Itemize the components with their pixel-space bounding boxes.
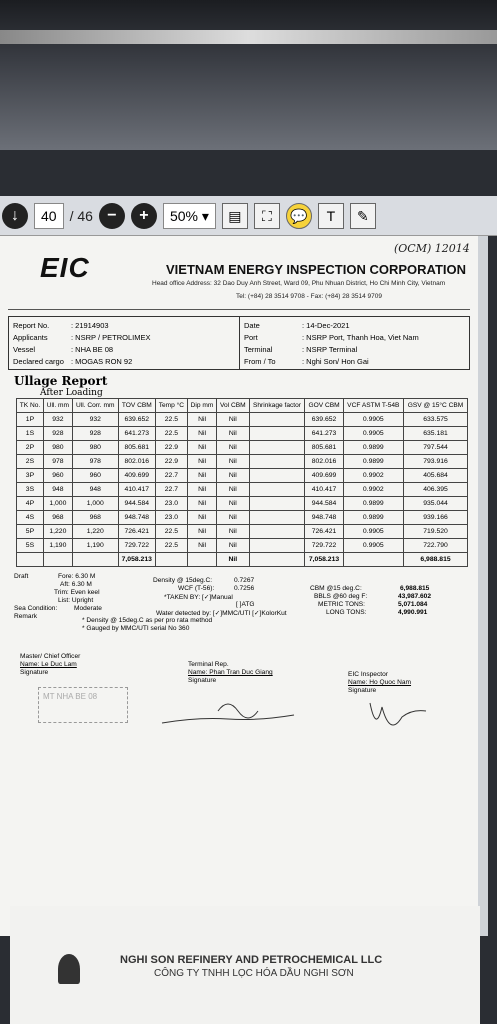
- fit-width-icon[interactable]: ⛶: [254, 203, 280, 229]
- table-cell: 410.417: [118, 483, 155, 497]
- table-cell: 5P: [17, 525, 44, 539]
- totals-cell: 7,058.213: [305, 553, 343, 567]
- table-cell: Nil: [217, 497, 249, 511]
- info-value: : MOGAS RON 92: [71, 356, 133, 366]
- table-cell: 1,000: [72, 497, 118, 511]
- table-cell: Nil: [187, 413, 216, 427]
- draft-aft: Aft: 6.30 M: [60, 581, 92, 588]
- totals-cell: [343, 553, 403, 567]
- info-value: : 14-Dec-2021: [302, 320, 350, 330]
- column-header: Dip mm: [187, 399, 216, 413]
- table-cell: Nil: [187, 455, 216, 469]
- table-cell: 22.7: [155, 469, 187, 483]
- table-cell: Nil: [187, 427, 216, 441]
- report-footer: [8, 567, 470, 797]
- fit-page-icon[interactable]: ▤: [222, 203, 248, 229]
- table-cell: 719.520: [404, 525, 468, 539]
- info-row: [13, 343, 235, 355]
- table-cell: 22.5: [155, 427, 187, 441]
- zoom-out-icon[interactable]: −: [99, 203, 125, 229]
- totals-cell: Nil: [217, 553, 249, 567]
- page-number-input[interactable]: 40: [34, 203, 64, 229]
- table-cell: 22.9: [155, 441, 187, 455]
- table-row: [17, 427, 468, 441]
- draft-list: List: Upright: [58, 597, 94, 604]
- table-cell: 948.748: [305, 511, 343, 525]
- eic-signature-icon: [360, 697, 430, 737]
- table-cell: [249, 539, 305, 553]
- table-cell: 0.9899: [343, 497, 403, 511]
- highlight-icon[interactable]: T: [318, 203, 344, 229]
- remark-label: Remark: [14, 613, 38, 620]
- sea-value: Moderate: [74, 605, 102, 612]
- table-cell: Nil: [217, 413, 249, 427]
- taken-by: *TAKEN BY: [✓]Manual: [164, 594, 233, 601]
- table-cell: [249, 441, 305, 455]
- company-name: VIETNAM ENERGY INSPECTION CORPORATION: [166, 262, 466, 277]
- company-address: Head office Address: 32 Dao Duy Anh Street, Ward 09, Phu Nhuan District, Ho Chi Minh City, Vietnam: [152, 280, 446, 287]
- report-info: [8, 316, 470, 370]
- table-cell: 948: [72, 483, 118, 497]
- table-cell: 639.652: [118, 413, 155, 427]
- table-cell: 944.584: [305, 497, 343, 511]
- density-label: Density @ 15deg.C:: [153, 577, 213, 584]
- table-cell: Nil: [187, 539, 216, 553]
- table-cell: 410.417: [305, 483, 343, 497]
- info-key: Terminal: [244, 344, 273, 354]
- table-cell: 0.9899: [343, 455, 403, 469]
- table-cell: 633.575: [404, 413, 468, 427]
- info-row: [244, 343, 465, 355]
- bbls-label: BBLS @60 deg F:: [314, 593, 368, 600]
- table-cell: [249, 497, 305, 511]
- table-cell: [249, 455, 305, 469]
- table-cell: 22.5: [155, 539, 187, 553]
- table-cell: 1,190: [72, 539, 118, 553]
- table-row: [17, 469, 468, 483]
- table-cell: Nil: [217, 483, 249, 497]
- table-cell: Nil: [217, 525, 249, 539]
- table-cell: 0.9905: [343, 427, 403, 441]
- table-cell: 0.9905: [343, 539, 403, 553]
- sign-icon[interactable]: ✎: [350, 203, 376, 229]
- atg-check: [ ]ATG: [236, 601, 255, 608]
- column-header: Vol CBM: [217, 399, 249, 413]
- table-cell: [249, 469, 305, 483]
- density-note: * Density @ 15deg.C as per pro rata method: [82, 617, 213, 624]
- totals-row: [17, 553, 468, 567]
- table-cell: 944.584: [118, 497, 155, 511]
- bbls-value: 43,987.602: [398, 593, 432, 600]
- column-header: TK No.: [17, 399, 44, 413]
- draft-fore: Fore: 6.30 M: [58, 573, 96, 580]
- report-title: Ullage Report: [14, 374, 108, 388]
- table-cell: 797.544: [404, 441, 468, 455]
- totals-cell: [72, 553, 118, 567]
- table-cell: 22.5: [155, 525, 187, 539]
- table-cell: 0.9902: [343, 469, 403, 483]
- table-cell: 639.652: [305, 413, 343, 427]
- table-cell: 1P: [17, 413, 44, 427]
- table-cell: 3P: [17, 469, 44, 483]
- water-detected: Water detected by: [✓]MMC/UTI [✓]KolorKut: [156, 610, 287, 617]
- zoom-value: 50%: [169, 207, 198, 224]
- monitor-bezel: [0, 0, 497, 150]
- info-row: [13, 355, 235, 367]
- table-cell: 635.181: [404, 427, 468, 441]
- table-cell: Nil: [217, 441, 249, 455]
- table-cell: 641.273: [118, 427, 155, 441]
- table-cell: 729.722: [305, 539, 343, 553]
- table-cell: 960: [72, 469, 118, 483]
- table-cell: 939.166: [404, 511, 468, 525]
- eic-logo: EIC: [40, 252, 90, 283]
- table-cell: 802.016: [305, 455, 343, 469]
- table-cell: 22.5: [155, 413, 187, 427]
- table-cell: Nil: [217, 539, 249, 553]
- table-cell: 928: [43, 427, 72, 441]
- report-subtitle: After Loading: [40, 388, 103, 398]
- table-cell: 409.699: [305, 469, 343, 483]
- table-cell: [249, 483, 305, 497]
- company-phone: Tel: (+84) 28 3514 9708 - Fax: (+84) 28 3514 9709: [236, 293, 382, 300]
- column-header: Temp °C: [155, 399, 187, 413]
- info-value: : NHA BE 08: [71, 344, 114, 354]
- table-cell: Nil: [187, 497, 216, 511]
- column-header: VCF ASTM T-54B: [343, 399, 403, 413]
- totals-cell: [43, 553, 72, 567]
- info-row: [13, 331, 235, 343]
- table-cell: Nil: [187, 511, 216, 525]
- info-value: : Nghi Son/ Hon Gai: [302, 356, 369, 366]
- table-cell: Nil: [187, 469, 216, 483]
- density-value: 0.7267: [234, 577, 255, 584]
- ullage-table: [16, 398, 468, 567]
- wcf-label: WCF (T-56):: [178, 585, 215, 592]
- info-row: [244, 319, 465, 331]
- table-cell: 805.681: [305, 441, 343, 455]
- table-cell: 948.748: [118, 511, 155, 525]
- info-key: Port: [244, 332, 258, 342]
- table-cell: 722.790: [404, 539, 468, 553]
- table-cell: 641.273: [305, 427, 343, 441]
- handwritten-note: (OCM) 12014: [394, 242, 470, 255]
- info-right: [239, 317, 469, 369]
- table-cell: 0.9902: [343, 483, 403, 497]
- pdf-toolbar: [0, 196, 497, 236]
- next-page-title: NGHI SON REFINERY AND PETROCHEMICAL LLC: [120, 954, 383, 966]
- table-header: [17, 399, 468, 413]
- table-cell: [249, 525, 305, 539]
- table-cell: 932: [43, 413, 72, 427]
- sea-label: Sea Condition:: [14, 605, 58, 612]
- eic-name: Name: Ho Quoc Nam: [348, 679, 412, 686]
- column-header: Shrinkage factor: [249, 399, 305, 413]
- next-page-subtitle: CÔNG TY TNHH LỌC HÓA DẦU NGHI SƠN: [154, 968, 354, 979]
- info-key: From / To: [244, 356, 276, 366]
- eic-signature-label: Signature: [348, 687, 377, 694]
- table-cell: Nil: [217, 427, 249, 441]
- info-key: Applicants: [13, 332, 48, 342]
- column-header: GOV CBM: [305, 399, 343, 413]
- totals-cell: 7,058.213: [118, 553, 155, 567]
- mt-label: METRIC TONS:: [318, 601, 366, 608]
- zoom-in-icon[interactable]: +: [131, 203, 157, 229]
- wcf-value: 0.7256: [234, 585, 255, 592]
- table-cell: 0.9899: [343, 441, 403, 455]
- table-cell: 802.016: [118, 455, 155, 469]
- info-row: [13, 319, 235, 331]
- table-cell: 726.421: [305, 525, 343, 539]
- table-cell: Nil: [187, 483, 216, 497]
- table-cell: 793.916: [404, 455, 468, 469]
- table-row: [17, 483, 468, 497]
- table-cell: 948: [43, 483, 72, 497]
- table-body: [17, 413, 468, 567]
- master-label: Master/ Chief Officer: [20, 653, 81, 660]
- info-key: Declared cargo: [13, 356, 64, 366]
- comment-icon[interactable]: 💬: [286, 203, 312, 229]
- table-cell: 729.722: [118, 539, 155, 553]
- table-cell: 968: [72, 511, 118, 525]
- info-key: Vessel: [13, 344, 36, 354]
- column-header: Ull. mm: [43, 399, 72, 413]
- table-cell: 980: [43, 441, 72, 455]
- table-cell: 726.421: [118, 525, 155, 539]
- table-cell: 23.0: [155, 511, 187, 525]
- table-cell: 0.9905: [343, 413, 403, 427]
- table-cell: 5S: [17, 539, 44, 553]
- next-page-icon[interactable]: ↓: [2, 203, 28, 229]
- master-name: Name: Le Duc Lam: [20, 661, 77, 668]
- table-cell: 978: [72, 455, 118, 469]
- nsrp-logo-icon: [58, 954, 80, 984]
- table-cell: 968: [43, 511, 72, 525]
- table-cell: 3S: [17, 483, 44, 497]
- info-value: : NSRP Port, Thanh Hoa, Viet Nam: [302, 332, 419, 342]
- lt-label: LONG TONS:: [326, 609, 367, 616]
- info-value: : NSRP / PETROLIMEX: [71, 332, 151, 342]
- table-cell: 1S: [17, 427, 44, 441]
- table-cell: [249, 413, 305, 427]
- table-cell: 980: [72, 441, 118, 455]
- table-cell: 22.7: [155, 483, 187, 497]
- pdf-page: [0, 236, 488, 936]
- table-cell: Nil: [217, 511, 249, 525]
- table-cell: 1,220: [43, 525, 72, 539]
- info-row: [244, 331, 465, 343]
- terminal-signature-icon: [158, 693, 298, 729]
- table-cell: 960: [43, 469, 72, 483]
- table-cell: 928: [72, 427, 118, 441]
- column-header: Ull. Corr. mm: [72, 399, 118, 413]
- table-cell: 932: [72, 413, 118, 427]
- column-header: GSV @ 15°C CBM: [404, 399, 468, 413]
- table-cell: 978: [43, 455, 72, 469]
- draft-trim: Trim: Even keel: [54, 589, 100, 596]
- table-cell: 4P: [17, 497, 44, 511]
- table-cell: Nil: [217, 455, 249, 469]
- cbm-value: 6,988.815: [400, 585, 430, 592]
- screen-glare: [0, 30, 497, 44]
- totals-cell: [155, 553, 187, 567]
- report-header: [8, 236, 470, 310]
- table-row: [17, 511, 468, 525]
- eic-label: EIC Inspector: [348, 671, 388, 678]
- terminal-signature-label: Signature: [188, 677, 217, 684]
- table-cell: Nil: [217, 469, 249, 483]
- mt-value: 5,071.084: [398, 601, 428, 608]
- totals-cell: [249, 553, 305, 567]
- table-cell: 22.9: [155, 455, 187, 469]
- table-cell: 1,000: [43, 497, 72, 511]
- table-row: [17, 539, 468, 553]
- info-left: [9, 317, 239, 369]
- gauge-note: * Gauged by MMC/UTI serial No 360: [82, 625, 190, 632]
- table-cell: 805.681: [118, 441, 155, 455]
- column-header: TOV CBM: [118, 399, 155, 413]
- table-cell: 23.0: [155, 497, 187, 511]
- table-row: [17, 497, 468, 511]
- table-cell: 1,190: [43, 539, 72, 553]
- totals-cell: [17, 553, 44, 567]
- info-value: : NSRP Terminal: [302, 344, 358, 354]
- terminal-label: Terminal Rep.: [188, 661, 229, 668]
- table-cell: 0.9899: [343, 511, 403, 525]
- table-cell: [249, 511, 305, 525]
- table-cell: Nil: [187, 441, 216, 455]
- pdf-next-page: [10, 906, 480, 1024]
- table-row: [17, 413, 468, 427]
- info-value: : 21914903: [71, 320, 109, 330]
- page-total: / 46: [69, 207, 93, 224]
- table-cell: Nil: [187, 525, 216, 539]
- table-cell: [249, 427, 305, 441]
- table-cell: 2P: [17, 441, 44, 455]
- info-row: [244, 355, 465, 367]
- totals-cell: 6,988.815: [404, 553, 468, 567]
- table-cell: 2S: [17, 455, 44, 469]
- table-cell: 406.395: [404, 483, 468, 497]
- cbm-label: CBM @15 deg.C:: [310, 585, 362, 592]
- info-key: Date: [244, 320, 260, 330]
- table-cell: 935.044: [404, 497, 468, 511]
- totals-cell: [187, 553, 216, 567]
- info-key: Report No.: [13, 320, 50, 330]
- master-signature-label: Signature: [20, 669, 49, 676]
- table-row: [17, 455, 468, 469]
- zoom-select[interactable]: 50% ▾: [163, 203, 216, 229]
- table-cell: 1,220: [72, 525, 118, 539]
- table-row: [17, 525, 468, 539]
- table-cell: 0.9905: [343, 525, 403, 539]
- vessel-stamp: MT NHA BE 08: [38, 687, 128, 723]
- table-row: [17, 441, 468, 455]
- draft-label: Draft: [14, 573, 29, 580]
- lt-value: 4,990.991: [398, 609, 428, 616]
- table-cell: 405.684: [404, 469, 468, 483]
- table-cell: 4S: [17, 511, 44, 525]
- terminal-name: Name: Phan Tran Duc Giang: [188, 669, 273, 676]
- table-cell: 409.699: [118, 469, 155, 483]
